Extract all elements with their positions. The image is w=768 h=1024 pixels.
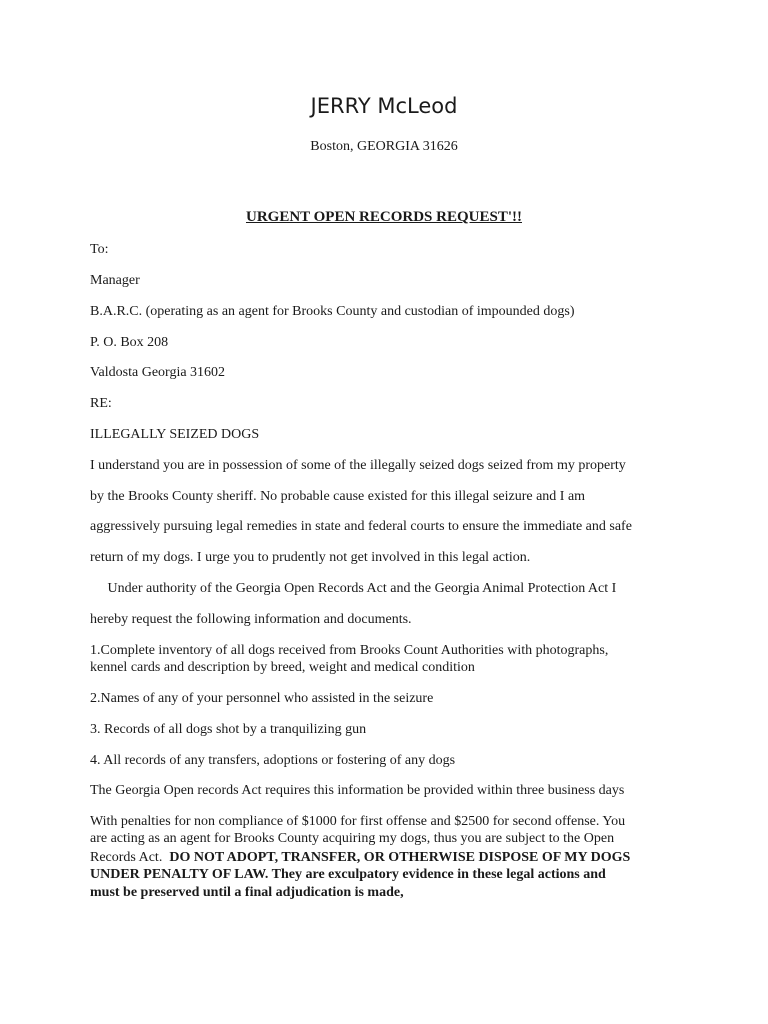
penalty-line: are acting as an agent for Brooks County acquiring my dogs, thus you are subject to the Open: [90, 831, 615, 846]
author-name: JERRY McLeod: [310, 94, 458, 118]
paragraph-2-line: Under authority of the Georgia Open Records Act and the Georgia Animal Protection Act I: [90, 581, 617, 596]
list-item-4: 4. All records of any transfers, adoptions or fostering of any dogs: [90, 753, 456, 768]
recipient-city: Valdosta Georgia 31602: [90, 365, 226, 380]
to-label: To:: [90, 242, 109, 257]
paragraph-1-line: aggressively pursuing legal remedies in state and federal courts to ensure the immediate and safe: [90, 519, 632, 534]
recipient-po-box: P. O. Box 208: [90, 335, 169, 350]
paragraph-1-line: I understand you are in possession of some of the illegally seized dogs seized from my property: [90, 458, 626, 473]
requirement-text: The Georgia Open records Act requires this information be provided within three business days: [90, 783, 625, 798]
paragraph-2-line: hereby request the following information and documents.: [90, 612, 412, 627]
penalty-line-3: [90, 849, 630, 866]
warning-text: DO NOT ADOPT, TRANSFER, OR OTHERWISE DISPOSE OF MY DOGS: [169, 850, 631, 865]
list-item-1-line: 1.Complete inventory of all dogs received from Brooks Count Authorities with photographs,: [90, 643, 609, 658]
warning-line: must be preserved until a final adjudication is made,: [90, 885, 404, 900]
paragraph-1-line: by the Brooks County sheriff. No probable cause existed for this illegal seizure and I am: [90, 489, 586, 504]
author-address: Boston, GEORGIA 31626: [310, 139, 458, 154]
penalty-line: With penalties for non compliance of $1000 for first offense and $2500 for second offense. You: [90, 814, 626, 829]
recipient-name: Manager: [90, 273, 140, 288]
penalty-line-3-start: Records Act.: [90, 850, 170, 865]
warning-line: UNDER PENALTY OF LAW. They are exculpatory evidence in these legal actions and: [90, 867, 606, 882]
subject-text: ILLEGALLY SEIZED DOGS: [90, 427, 260, 442]
list-item-3: 3. Records of all dogs shot by a tranquilizing gun: [90, 722, 367, 737]
letter-title: URGENT OPEN RECORDS REQUEST'!!: [245, 209, 522, 225]
list-item-2: 2.Names of any of your personnel who assisted in the seizure: [90, 691, 434, 706]
list-item-1-line: kennel cards and description by breed, weight and medical condition: [90, 660, 475, 675]
re-label: RE:: [90, 396, 112, 411]
paragraph-1-line: return of my dogs. I urge you to prudently not get involved in this legal action.: [90, 550, 531, 565]
recipient-org: B.A.R.C. (operating as an agent for Brooks County and custodian of impounded dogs): [90, 304, 575, 319]
